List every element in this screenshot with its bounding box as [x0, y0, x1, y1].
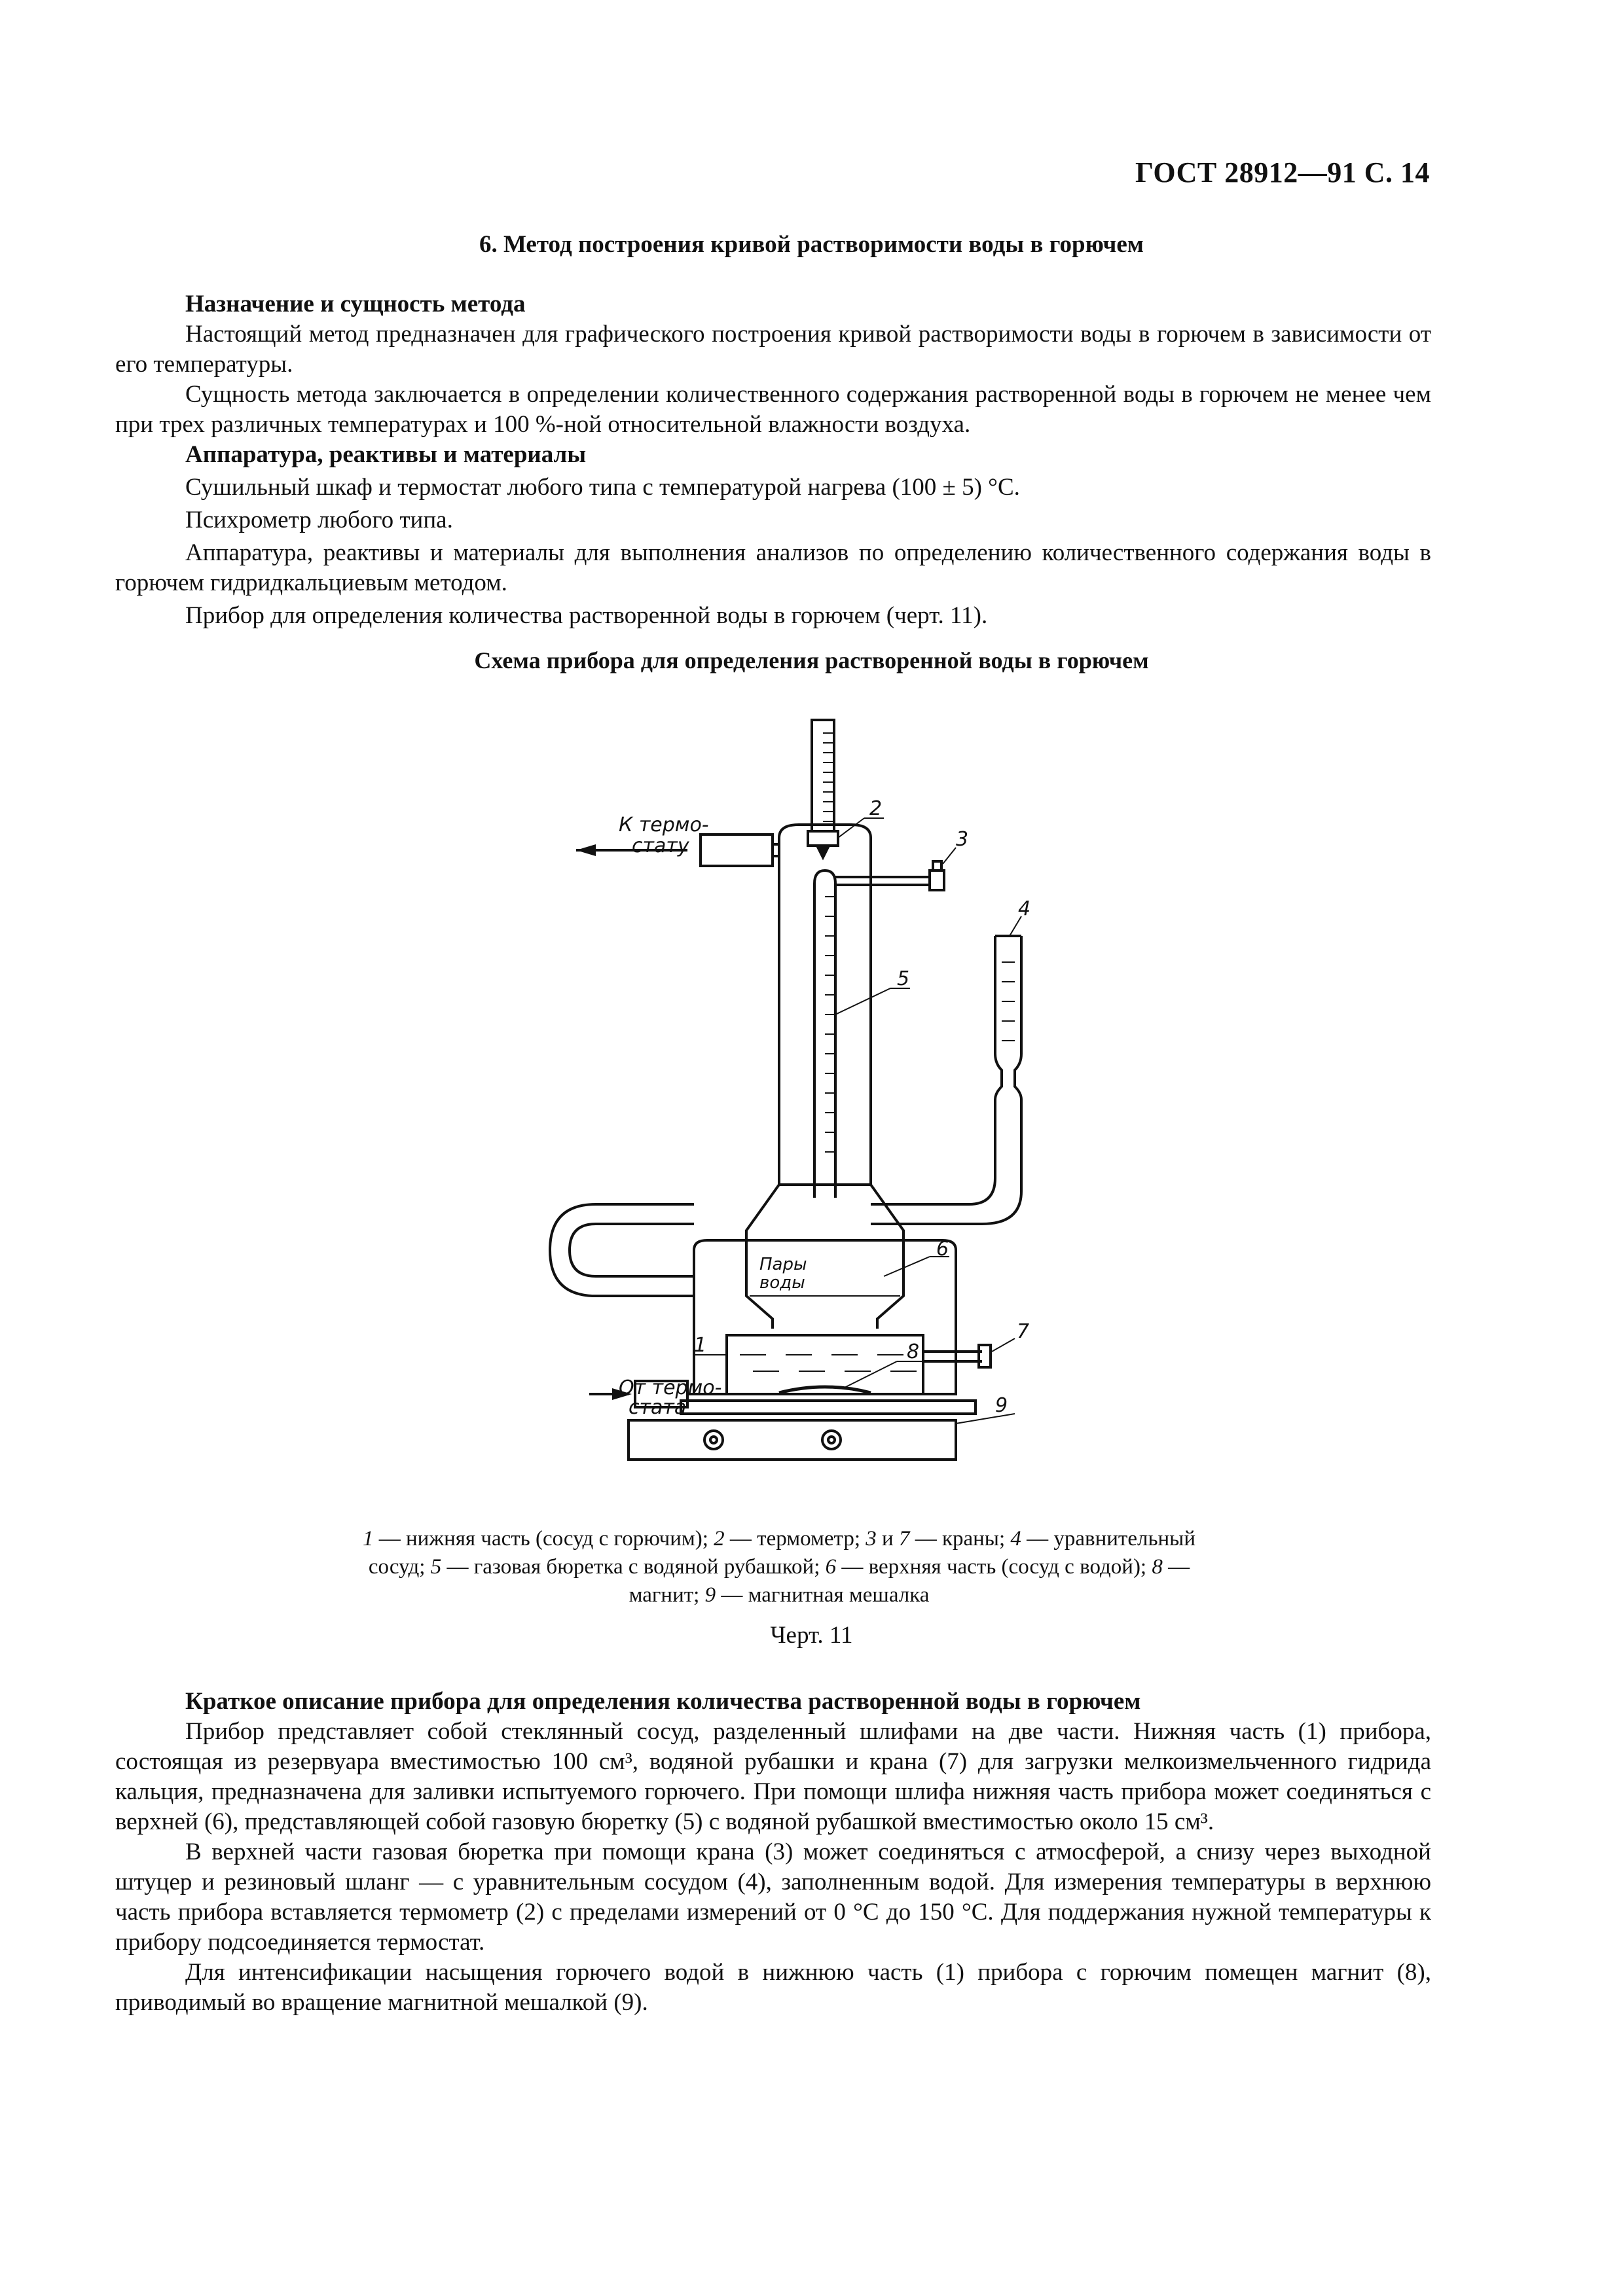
caption-text: — газовая бюретка с водяной рубашкой; — [441, 1555, 826, 1579]
apparatus-item-2: Психрометр любого типа. — [185, 507, 453, 533]
caption-num: 3 — [866, 1527, 877, 1551]
description-paragraph-2: В верхней части газовая бюретка при помощи крана (3) может соединяться с атмосферой, а снизу через выходной штуцер и резиновый шланг — с уравнительным сосудом (4), заполненным водой. Для измерения температуры в верхнюю часть прибора вставляется термометр (2) с пределами измерений от 0 °С до 150 °С. Для поддержания нужной температуры к прибору подсоединяется термостат. — [115, 1839, 1431, 1956]
caption-text: и — [876, 1527, 899, 1551]
purpose-heading: Назначение и сущность метода — [185, 291, 526, 317]
leveling-vessel-scale — [1002, 962, 1015, 1041]
stopcock-3 — [930, 870, 944, 890]
label-num-6: 6 — [936, 1238, 949, 1261]
caption-num: 9 — [704, 1583, 716, 1607]
label-to-thermostat-2: стату — [632, 834, 689, 857]
stirrer-knob-right — [822, 1431, 841, 1449]
purpose-section — [115, 289, 1431, 631]
caption-num: 7 — [898, 1527, 910, 1551]
purpose-paragraph-2: Сущность метода заключается в определении количественного содержания растворенной воды в горючем не менее чем при трех различных температурах и 100 %-ной относительной влажности воздуха. — [115, 381, 1431, 438]
caption-num: 5 — [430, 1555, 442, 1579]
description-paragraph-1: Прибор представляет собой стеклянный сосуд, разделенный шлифами на две части. Нижняя часть (1) прибора, состоящая из резервуара вместимостью 100 см³, водяной рубашки и крана (7) для загрузки мелкоизмельченного гидрида кальция, предназначена для заливки испытуемого горючего. При помощи шлифа нижняя часть прибора может соединяться с верхней (6), представляющей собой газовую бюретку (5) с водяной рубашкой вместимостью около 15 см³. — [115, 1718, 1431, 1835]
apparatus-item-3: Аппаратура, реактивы и материалы для выполнения анализов по определению количественного содержания воды в горючем гидридкальциевым методом. — [115, 539, 1431, 596]
label-num-1: 1 — [694, 1334, 707, 1357]
caption-text: — уравнительный сосуд; — [368, 1527, 1196, 1579]
label-from-thermostat-1: От термо- — [619, 1376, 722, 1399]
caption-text: — магнит; — [629, 1555, 1190, 1607]
magnet — [779, 1387, 871, 1393]
label-num-4: 4 — [1018, 897, 1031, 920]
apparatus-heading: Аппаратура, реактивы и материалы — [185, 441, 587, 468]
caption-text: — магнитная мешалка — [716, 1583, 930, 1607]
apparatus-diagram — [498, 707, 1061, 1492]
apparatus-item-1: Сушильный шкаф и термостат любого типа с температурой нагрева (100 ± 5) °С. — [185, 474, 1020, 501]
purpose-paragraph-1: Настоящий метод предназначен для графического построения кривой растворимости воды в горючем в зависимости от его температуры. — [115, 321, 1431, 378]
label-vapors-1: Пары — [759, 1255, 807, 1274]
label-from-thermostat-2: стата — [629, 1396, 687, 1419]
caption-num: 4 — [1010, 1527, 1021, 1551]
burette-scale — [825, 897, 834, 1152]
leveling-vessel-hose — [871, 936, 1002, 1204]
label-num-5: 5 — [897, 967, 910, 990]
thermometer-holder — [808, 831, 838, 846]
label-num-9: 9 — [995, 1394, 1008, 1417]
caption-num: 8 — [1152, 1555, 1163, 1579]
thermometer — [812, 720, 834, 831]
magnetic-stirrer — [629, 1420, 956, 1460]
stirrer-knob-left — [704, 1431, 723, 1449]
label-to-thermostat-1: К термо- — [619, 814, 709, 836]
apparatus-item-4: Прибор для определения количества растворенной воды в горючем (черт. 11). — [185, 602, 988, 629]
label-num-8: 8 — [907, 1340, 920, 1363]
thermometer-scale — [823, 733, 833, 821]
leader-lines — [694, 818, 1021, 1424]
caption-text: — нижняя часть (сосуд с горючим); — [373, 1527, 714, 1551]
u-tube — [550, 1204, 694, 1296]
top-connector — [701, 834, 773, 866]
stopcock-7 — [923, 1352, 982, 1361]
stirrer-plate — [681, 1401, 976, 1414]
caption-text: — верхняя часть (сосуд с водой); — [836, 1555, 1152, 1579]
caption-num: 1 — [362, 1527, 374, 1551]
label-num-7: 7 — [1017, 1320, 1030, 1343]
figure-number: Черт. 11 — [770, 1622, 853, 1649]
caption-text: — краны; — [909, 1527, 1011, 1551]
label-num-3: 3 — [956, 828, 969, 851]
stopcock-pipe — [835, 877, 930, 885]
description-heading: Краткое описание прибора для определения количества растворенной воды в горючем — [185, 1688, 1141, 1715]
figure-caption — [340, 1525, 1218, 1609]
description-paragraph-3: Для интенсификации насыщения горючего водой в нижнюю часть (1) прибора с горючим помещен магнит (8), приводимый во вращение магнитной мешалкой (9). — [115, 1959, 1431, 2016]
thermometer-tip — [817, 846, 829, 857]
label-vapors-2: воды — [759, 1273, 805, 1293]
fuel-liquid — [740, 1355, 917, 1371]
description-section — [115, 1687, 1431, 2018]
caption-num: 2 — [714, 1527, 725, 1551]
label-num-2: 2 — [869, 797, 883, 820]
figure-title: Схема прибора для определения растворенной воды в горючем — [474, 647, 1149, 673]
caption-num: 6 — [825, 1555, 837, 1579]
caption-text: — термометр; — [724, 1527, 866, 1551]
section-title: 6. Метод построения кривой растворимости воды в горючем — [479, 231, 1144, 258]
page-header: ГОСТ 28912—91 С. 14 — [1135, 156, 1430, 188]
